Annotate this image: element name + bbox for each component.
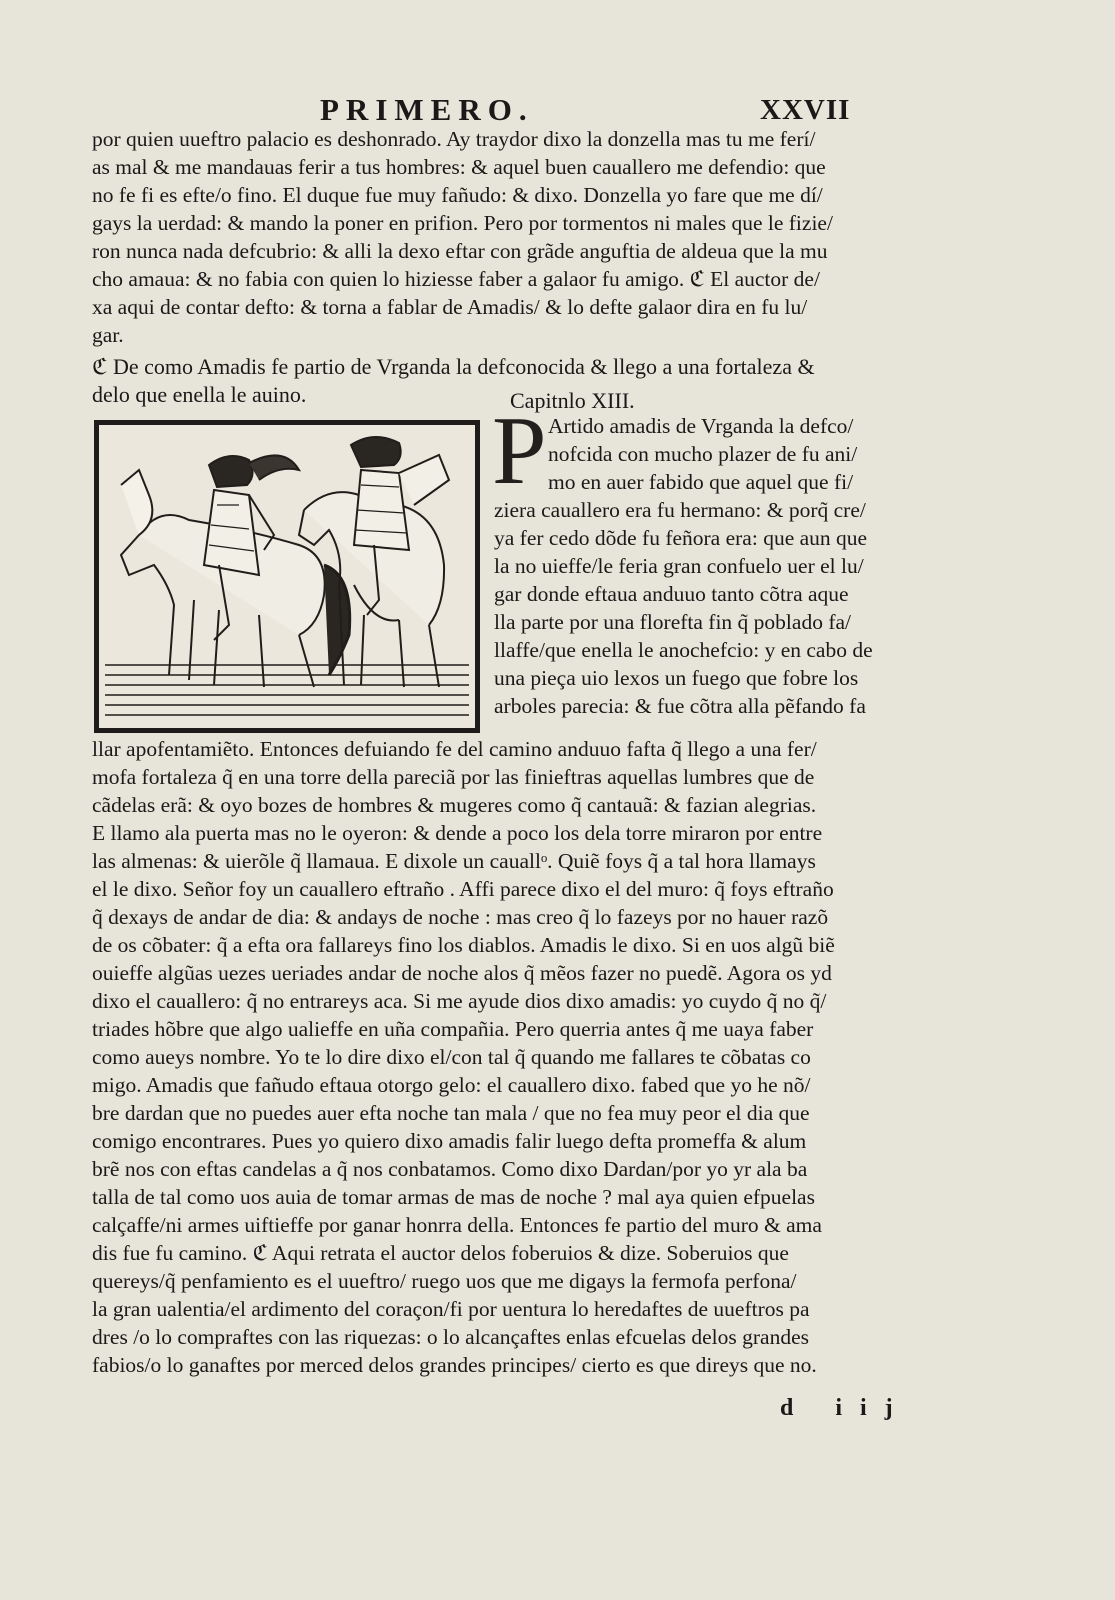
text-line: triades hõbre que algo ualieffe en uña compañia. Pero querria antes q̃ me uaya faber — [92, 1017, 814, 1041]
text-line: talla de tal como uos auia de tomar armas de mas de noche ? mal aya quien efpuelas — [92, 1185, 815, 1209]
text-line: mo en auer fabido que aquel que fi/ — [548, 470, 854, 494]
text-line: bre dardan que no puedes auer efta noche tan mala / que no fea muy peor el dia que — [92, 1101, 810, 1125]
text-line: ya fer cedo dõde fu feñora era: que aun que — [494, 526, 868, 550]
text-line: mofa fortaleza q̃ en una torre della pareciã por las finieftras aquellas lumbres que de — [92, 765, 815, 789]
text-line: arboles parecia: & fue cõtra alla pẽfando fa — [494, 694, 866, 718]
text-line: ziera cauallero era fu hermano: & porq̃ cre/ — [494, 498, 866, 522]
text-line: la gran ualentia/el ardimento del coraçon/fi por uentura lo heredaftes de uueftros pa — [92, 1297, 810, 1321]
text-line: gar donde eftaua anduuo tanto cõtra aque — [494, 582, 849, 606]
text-line: q̃ dexays de andar de dia: & andays de noche : mas creo q̃ lo fazeys por no hauer razõ — [92, 905, 829, 929]
text-line: dis fue fu camino. ℭ Aqui retrata el auctor delos foberuios & dize. Soberuios que — [92, 1241, 789, 1265]
text-line: brẽ nos con eftas candelas a q̃ nos conbatamos. Como dixo Dardan/por yo yr ala ba — [92, 1157, 808, 1181]
chapter-heading: delo que enella le auino. — [92, 382, 307, 407]
text-line: nofcida con mucho plazer de fu ani/ — [548, 442, 858, 466]
text-line: las almenas: & uierõle q̃ llamaua. E dixole un cauallᵒ. Quiẽ foys q̃ a tal hora llamays — [92, 849, 816, 873]
chapter-heading: ℭ De como Amadis fe partio de Vrganda la defconocida & llego a una fortaleza & — [92, 354, 815, 379]
text-line: el le dixo. Señor foy un cauallero eftraño . Affi parece dixo el del muro: q̃ foys eftraño — [92, 877, 834, 901]
text-line: lla parte por una florefta fin q̃ poblado fa/ — [494, 610, 851, 634]
text-line: no fe fi es efte/o fino. El duque fue muy fañudo: & dixo. Donzella yo fare que me dí/ — [92, 183, 823, 207]
text-line: calçaffe/ni armes uiftieffe por ganar honrra della. Entonces fe partio del muro & ama — [92, 1213, 822, 1237]
text-line: llaffe/que enella le anochefcio: y en cabo de — [494, 638, 873, 662]
text-line: dixo el cauallero: q̃ no entrareys aca. Si me ayude dios dixo amadis: yo cuydo q̃ no q̃/ — [92, 989, 827, 1013]
text-line: migo. Amadis que fañudo eftaua otorgo gelo: el cauallero dixo. fabed que yo he nõ/ — [92, 1073, 811, 1097]
text-line: dres /o lo compraftes con las riquezas: o lo alcançaftes enlas efcuelas delos grandes — [92, 1325, 809, 1349]
text-line: por quien uueftro palacio es deshonrado. Ay traydor dixo la donzella mas tu me ferí/ — [92, 127, 816, 151]
text-line: ron nunca nada defcubrio: & alli la dexo eftar con grãde anguftia de aldeua que la mu — [92, 239, 828, 263]
text-line: quereys/q̃ penfamiento es el uueftro/ ruego uos que me digays la fermofa perfona/ — [92, 1269, 797, 1293]
text-line: comigo encontrares. Pues yo quiero dixo amadis falir luego defta promeffa & alum — [92, 1129, 807, 1153]
text-line: una pieça uio lexos un fuego que fobre los — [494, 666, 859, 690]
text-line: cãdelas erã: & oyo bozes de hombres & mugeres como q̃ cantauã: & fazian alegrias. — [92, 793, 817, 817]
text-line: como aueys nombre. Yo te lo dire dixo el/con tal q̃ quando me fallares te cõbatas co — [92, 1045, 811, 1069]
text-line: cho amaua: & no fabia con quien lo hiziesse faber a galaor fu amigo. ℭ El auctor de/ — [92, 267, 820, 291]
text-line: Artido amadis de Vrganda la defco/ — [548, 414, 854, 438]
two-horsemen-woodcut — [99, 425, 475, 728]
text-line: ouieffe algũas uezes ueriades andar de noche alos q̃ mẽos fazer no puedẽ. Agora os yd — [92, 961, 832, 985]
text-line: as mal & me mandauas ferir a tus hombres: & aquel buen cauallero me defendio: que — [92, 155, 826, 179]
text-line: gar. — [92, 323, 124, 347]
folio-number: XXVII — [760, 94, 851, 126]
text-line: E llamo ala puerta mas no le oyeron: & dende a poco los dela torre miraron por entre — [92, 821, 823, 845]
running-head: PRIMERO. — [320, 92, 534, 127]
drop-cap-initial: P — [492, 397, 547, 505]
text-line: fabios/o lo ganaftes por merced delos grandes principes/ cierto es que direys que no. — [92, 1353, 817, 1377]
text-line: gays la uerdad: & mando la poner en prifion. Pero por tormentos ni males que le fizie/ — [92, 211, 833, 235]
woodcut-illustration — [94, 420, 480, 733]
text-line: xa aqui de contar defto: & torna a fablar de Amadis/ & lo defte galaor dira en fu lu/ — [92, 295, 808, 319]
text-line: llar apofentamiẽto. Entonces defuiando fe del camino anduuo fafta q̃ llego a una fer/ — [92, 737, 817, 761]
chapter-label: Capitnlo XIII. — [510, 388, 635, 413]
text-line: la no uieffe/le feria gran confuelo uer el lu/ — [494, 554, 864, 578]
text-line: de os cõbater: q̃ a efta ora fallareys fino los diablos. Amadis le dixo. Si en uos algũ biẽ — [92, 933, 835, 957]
signature-mark: d iij — [780, 1395, 911, 1421]
